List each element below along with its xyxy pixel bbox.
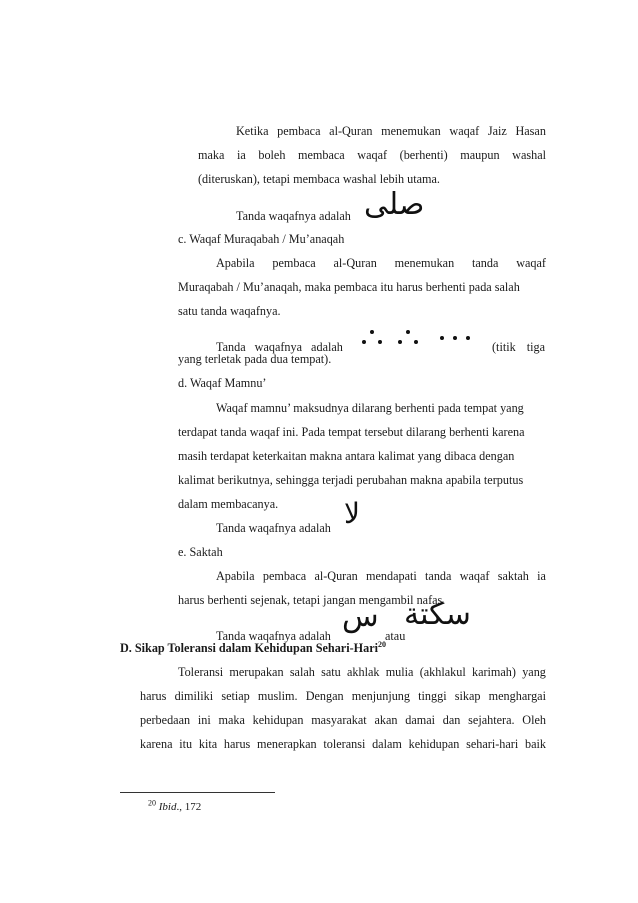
heading-d: d. Waqaf Mamnu’ bbox=[178, 376, 267, 390]
heading-c: c. Waqaf Muraqabah / Mu’anaqah bbox=[178, 232, 345, 246]
section-d-para-line-2: harus dimiliki setiap muslim. Dengan menjunjung tinggi sikap menghargai bbox=[140, 689, 546, 703]
heading-e: e. Saktah bbox=[178, 545, 223, 559]
footnote-page: ., 172 bbox=[176, 801, 202, 813]
section-d-heading-text: D. Sikap Toleransi dalam Kehidupan Sehari-Hari bbox=[120, 641, 379, 655]
d-line-1: Waqaf mamnu’ maksudnya dilarang berhenti pada tempat yang bbox=[216, 401, 524, 415]
jaiz-line-2: maka ia boleh membaca waqaf (berhenti) maupun washal bbox=[198, 148, 546, 162]
c-tanda-text: Tanda waqafnya adalah bbox=[216, 340, 343, 354]
c-line-3: satu tanda waqafnya. bbox=[178, 304, 281, 318]
section-d-para-line-3: perbedaan ini maka kehidupan masyarakat akan damai dan sejahtera. Oleh bbox=[140, 713, 546, 727]
c-line-5: yang terletak pada dua tempat). bbox=[178, 352, 332, 366]
jaiz-tanda-text: Tanda waqafnya adalah bbox=[236, 209, 351, 223]
section-d-heading bbox=[120, 641, 386, 655]
jaiz-line-3: (diteruskan), tetapi membaca washal lebih utama. bbox=[198, 172, 440, 186]
jaiz-line-1: Ketika pembaca al-Quran menemukan waqaf Jaiz Hasan bbox=[236, 124, 546, 138]
footnote-ibid: Ibid bbox=[158, 801, 177, 813]
e-line-2: harus berhenti sejenak, tetapi jangan mengambil nafas. bbox=[178, 593, 446, 607]
waqaf-la-glyph: لا bbox=[344, 497, 360, 530]
c-line-1: Apabila pembaca al-Quran menemukan tanda waqaf bbox=[216, 256, 546, 270]
waqaf-sin-glyph: س bbox=[342, 599, 379, 634]
e-line-1: Apabila pembaca al-Quran mendapati tanda waqaf saktah ia bbox=[216, 569, 546, 583]
footnote bbox=[148, 800, 201, 814]
footnote-number: 20 bbox=[148, 798, 156, 808]
waqaf-sala-glyph: صلى bbox=[364, 187, 425, 222]
muanaqah-dots-icon bbox=[360, 330, 470, 348]
c-tanda-note: (titik tiga bbox=[492, 340, 546, 354]
d-tanda-text: Tanda waqafnya adalah bbox=[216, 521, 331, 535]
d-line-4: kalimat berikutnya, sehingga terjadi perubahan makna apabila terputus bbox=[178, 473, 524, 487]
footnote-ref: 20 bbox=[378, 639, 387, 649]
d-line-2: terdapat tanda waqaf ini. Pada tempat tersebut dilarang berhenti karena bbox=[178, 425, 525, 439]
c-line-2: Muraqabah / Mu’anaqah, maka pembaca itu harus berhenti pada salah bbox=[178, 280, 520, 294]
section-d-para-line-4: karena itu kita harus menerapkan toleransi dalam kehidupan sehari-hari baik bbox=[140, 737, 546, 751]
section-d-para-line-1: Toleransi merupakan salah satu akhlak mulia (akhlakul karimah) yang bbox=[178, 665, 546, 679]
footnote-divider bbox=[120, 792, 275, 793]
e-atau: atau bbox=[385, 629, 406, 643]
d-line-5: dalam membacanya. bbox=[178, 497, 279, 511]
waqaf-saktah-glyph: سكتة bbox=[404, 597, 471, 632]
e-tanda-text: Tanda waqafnya adalah bbox=[216, 629, 331, 643]
d-line-3: masih terdapat keterkaitan makna antara kalimat yang dibaca dengan bbox=[178, 449, 515, 463]
